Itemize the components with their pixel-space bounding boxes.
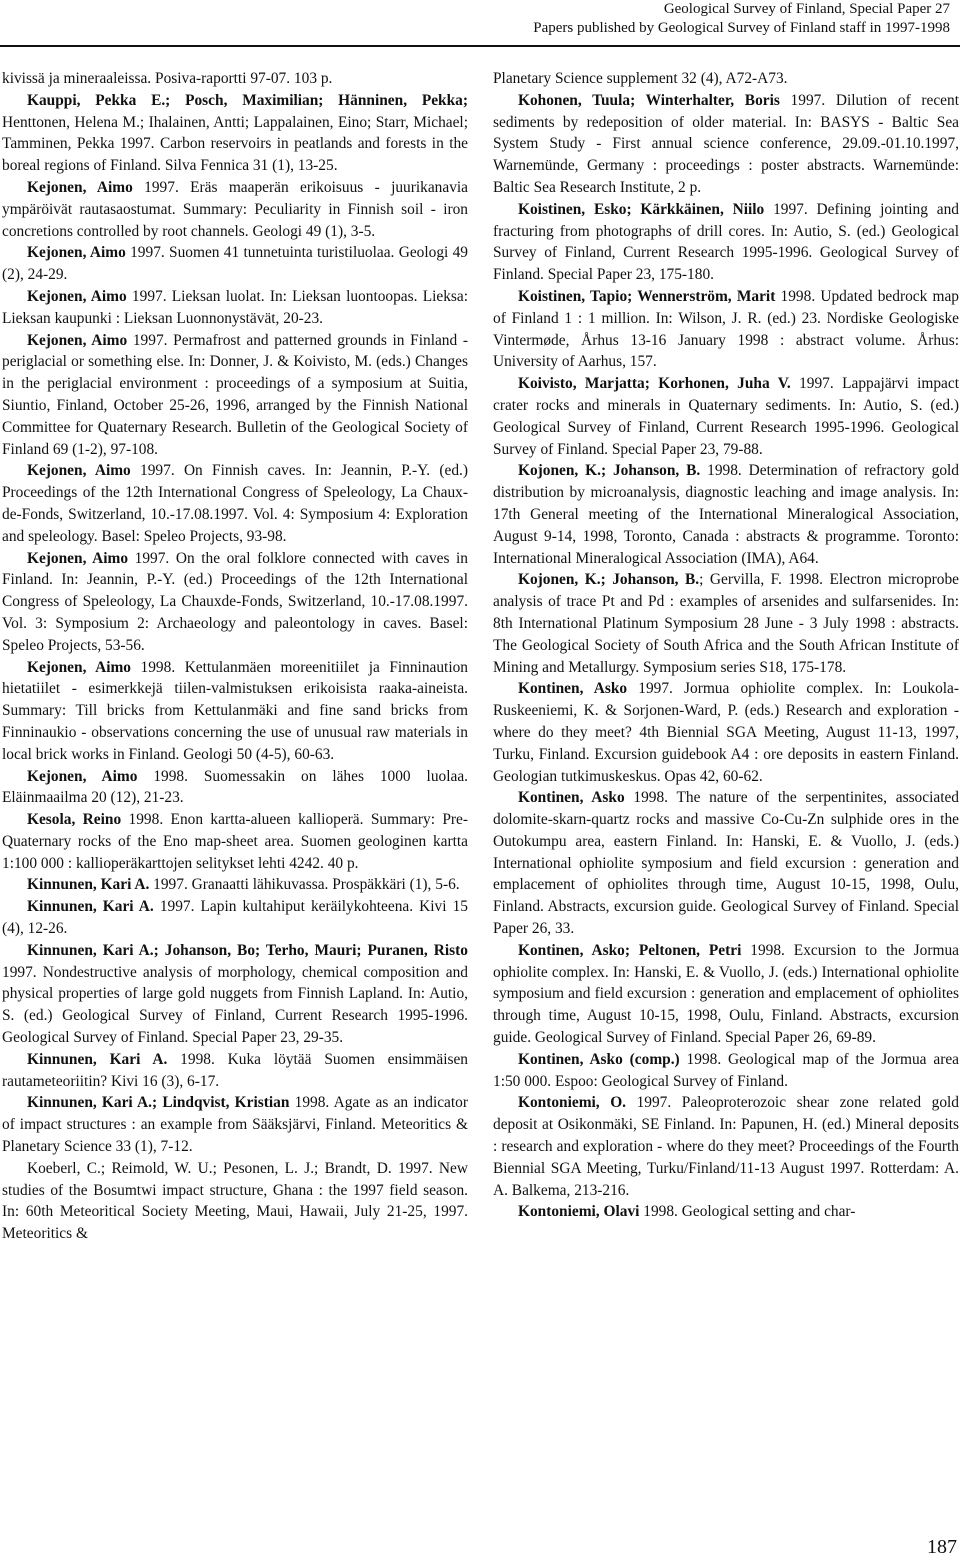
reference-text: kivissä ja mineraaleissa. Posiva-raportti 97-07. 103 p. <box>2 70 333 87</box>
reference-entry <box>2 68 468 90</box>
reference-authors: Kontinen, Asko <box>518 680 628 698</box>
reference-text: 1997. Lappajärvi impact crater rocks and minerals in Quaternary sediments. In: Autio, S. (ed.) Geological Survey of Finland, Current Research 1995-1996. Geological Survey of Finland. Special Paper 23, 79-88. <box>493 375 959 458</box>
reference-authors: Kauppi, Pekka E.; Posch, Maximilian; Hänninen, Pekka; <box>27 91 468 109</box>
reference-text: Koeberl, C.; Reimold, W. U.; Pesonen, L. J.; Brandt, D. 1997. New studies of the Bosumtwi impact structure, Ghana : the 1997 field season. In: 60th Meteoritical Society Meeting, Maui, Hawaii, July 21-25, 1997. Meteoritics & <box>2 1159 468 1243</box>
reference-authors: Koistinen, Esko; Kärkkäinen, Niilo <box>518 200 765 218</box>
reference-entry <box>493 373 959 460</box>
reference-authors: Kejonen, Aimo <box>27 767 138 785</box>
reference-text: 1998. Kettulanmäen moreenitiilet ja Finninaution hietatiilet - esimerkkejä tiilen-valmistuksen erikoisista raaka-aineista. Summary: Till bricks from Kettulanmäki and fine sand bricks from Finninaukio - observations concerning the use of unusual raw materials in local brick works in Finland. Geologi 50 (4-5), 60-63. <box>2 658 469 763</box>
reference-entry <box>2 286 468 330</box>
reference-entry <box>2 242 468 286</box>
reference-text: ; Gervilla, F. 1998. Electron microprobe analysis of trace Pt and Pd : examples of arsenides and sulfarsenides. In: 8th International Platinum Symposium 28 June - 3 July 1998 : abstracts. The Geological Society of South Africa and the South African Institute of Mining and Metallurgy. Symposium series S18, 175-178. <box>493 571 960 676</box>
reference-text: 1997. Paleoproterozoic shear zone related gold deposit at Osikonmäki, SE Finland. In: Papunen, H. (ed.) Mineral deposits : research and exploration - where do they meet? Proceedings of the Fourth Biennial SGA Meeting, Turku/Finland/11-13 August 1997. Rotterdam: A. A. Balkema, 213-216. <box>493 1094 959 1199</box>
reference-text: 1998. Kuka löytää Suomen ensimmäisen rautameteoriitin? Kivi 16 (3), 6-17. <box>2 1050 468 1090</box>
reference-text: 1997. Granaatti lähikuvassa. Prospäkkäri (1), 5-6. <box>149 876 460 894</box>
reference-authors: Koistinen, Tapio; Wennerström, Marit <box>518 287 776 305</box>
reference-authors: Kojonen, K.; Johanson, B. <box>518 571 700 589</box>
reference-entry <box>2 809 468 874</box>
reference-text: 1998. Determination of refractory gold distribution by microanalysis, diagnostic leaching and image analysis. In: 17th General meeting of the International Mineralogical Association, August 9-14, 1998, Toronto, Canada : abstracts & programme. Toronto: International Mineralogical Association (IMA), A64. <box>493 462 959 567</box>
reference-text: 1997. Nondestructive analysis of morphology, chemical composition and physical properties of large gold nuggets from Finnish Lapland. In: Autio, S. (ed.) Geological Survey of Finland, Current Research 1995-1996. Geological Survey of Finland. Special Paper 23, 29-35. <box>2 963 468 1047</box>
reference-entry <box>2 896 468 940</box>
reference-entry <box>493 940 959 1049</box>
reference-entry <box>493 68 959 90</box>
page-header <box>533 0 950 38</box>
reference-text: 1997. Permafrost and patterned grounds in Finland - periglacial or something else. In: Donner, J. & Koivisto, M. (eds.) Changes in the periglacial environment : proceedings of a symposium at Suitia, Siuntio, Finland, October 25-26, 1996, arranged by the Finnish National Committee for Quaternary Research. Bulletin of the Geological Society of Finland 69 (1-2), 97-108. <box>2 331 469 458</box>
reference-authors: Kontoniemi, Olavi <box>518 1203 640 1221</box>
reference-entry <box>2 1158 468 1245</box>
reference-authors: Kojonen, K.; Johanson, B. <box>518 462 701 480</box>
reference-authors: Kejonen, Aimo <box>27 178 133 196</box>
reference-authors: Kinnunen, Kari A. <box>27 1050 168 1068</box>
reference-entry <box>2 657 468 766</box>
reference-entry <box>2 874 468 896</box>
reference-entry <box>493 460 959 569</box>
reference-text: 1997. Lieksan luolat. In: Lieksan luontoopas. Lieksa: Lieksan kaupunki : Lieksan Luonnonystävät, 20-23. <box>2 287 468 327</box>
reference-entry <box>493 199 959 286</box>
reference-text: 1997. Dilution of recent sediments by redeposition of older material. In: BASYS - Baltic Sea System Study - First annual science conference, 29.09.-01.10.1997, Warnemünde, Germany : proceedings : poster abstracts. Warnemünde: Baltic Sea Research Institute, 2 p. <box>493 91 959 196</box>
reference-text: Henttonen, Helena M.; Ihalainen, Antti; Lappalainen, Eino; Starr, Michael; Tamminen, Pekka 1997. Carbon reservoirs in peatlands and forests in the boreal regions of Finland. Silva Fennica 31 (1), 13-25. <box>2 113 468 175</box>
reference-text: 1997. On the oral folklore connected with caves in Finland. In: Jeannin, P.-Y. (ed.) Proceedings of the 12th International Congress of Speleology, La Chauxde-Fonds, Switzerland, 10.-17.08.1997. Vol. 3: Symposium 2: Archaeology and paleontology in caves. Basel: Speleo Projects, 53-56. <box>2 549 468 654</box>
reference-authors: Kejonen, Aimo <box>27 462 131 480</box>
reference-entry <box>2 460 468 547</box>
reference-text: Planetary Science supplement 32 (4), A72-A73. <box>493 70 788 87</box>
reference-text: 1998. Geological map of the Jormua area 1:50 000. Espoo: Geological Survey of Finland. <box>493 1050 959 1090</box>
left-column <box>2 68 468 1245</box>
reference-entry <box>493 1201 959 1223</box>
reference-text: 1997. Eräs maaperän erikoisuus - juurikanavia ympäröivät rautasaostumat. Summary: Peculiarity in Finnish soil - iron concretions controlled by root channels. Geologi 49 (1), 3-5. <box>2 178 468 240</box>
reference-authors: Kontinen, Asko; Peltonen, Petri <box>518 941 742 959</box>
reference-text: 1997. Defining jointing and fracturing from photographs of drill cores. In: Autio, S. (ed.) Geological Survey of Finland, Current Research 1995-1996. Geological Survey of Finland. Special Paper 23, 175-180. <box>493 200 959 284</box>
reference-entry <box>493 569 959 678</box>
reference-entry <box>2 330 468 461</box>
header-series-title: Geological Survey of Finland, Special Paper 27 <box>663 1 950 17</box>
header-subtitle: Papers published by Geological Survey of Finland staff in 1997-1998 <box>533 20 950 36</box>
reference-entry <box>493 678 959 787</box>
reference-authors: Kinnunen, Kari A. <box>27 876 150 894</box>
reference-entry <box>2 548 468 657</box>
reference-authors: Kinnunen, Kari A.; Johanson, Bo; Terho, Mauri; Puranen, Risto <box>27 941 468 959</box>
reference-entry <box>493 90 959 199</box>
reference-entry <box>493 286 959 373</box>
reference-text: 1998. The nature of the serpentinites, associated dolomite-skarn-quartz rocks and massive Co-Cu-Zn sulphide ores in the Outokumpu area, eastern Finland. In: Hanski, E. & Vuollo, J. (eds.) International ophiolite symposium and field excursion : generation and emplacement of ophiolites through time, August 10-15, 1998, Oulu, Finland. Abstracts, excursion guide. Geological Survey of Finland. Special Paper 26, 33. <box>493 789 959 938</box>
reference-authors: Koivisto, Marjatta; Korhonen, Juha V. <box>518 375 791 393</box>
reference-text: 1998. Suomessakin on lähes 1000 luolaa. Eläinmaailma 20 (12), 21-23. <box>2 767 468 807</box>
reference-entry <box>2 90 468 177</box>
reference-authors: Kontinen, Asko (comp.) <box>518 1050 680 1068</box>
reference-authors: Kejonen, Aimo <box>27 331 128 349</box>
reference-authors: Kesola, Reino <box>27 811 122 829</box>
page-number: 187 <box>927 1536 957 1558</box>
reference-entry <box>2 177 468 242</box>
reference-entry <box>493 1049 959 1093</box>
right-column <box>493 68 959 1223</box>
reference-entry <box>2 1049 468 1093</box>
reference-authors: Kinnunen, Kari A.; Lindqvist, Kristian <box>27 1094 290 1112</box>
reference-text: 1997. Jormua ophiolite complex. In: Loukola-Ruskeeniemi, K. & Sorjonen-Ward, P. (eds.) Research and exploration - where do they meet? 4th Biennial SGA Meeting, August 11-13, 1997, Turku, Finland. Excursion guidebook A4 : ore deposits in eastern Finland. Geologian tutkimuskeskus. Opas 42, 60-62. <box>493 680 959 785</box>
reference-text: 1998. Updated bedrock map of Finland 1 : 1 million. In: Wilson, J. R. (ed.) 23. Nordiske Geologiske Vintermøde, Århus 13-16 January 1998 : abstract volume. Århus: University of Aarhus, 157. <box>493 287 959 371</box>
reference-text: 1997. Suomen 41 tunnetuinta turistiluolaa. Geologi 49 (2), 24-29. <box>2 244 468 284</box>
reference-authors: Kejonen, Aimo <box>27 287 127 305</box>
reference-authors: Kontoniemi, O. <box>518 1094 627 1112</box>
header-divider <box>0 45 960 47</box>
reference-authors: Kejonen, Aimo <box>27 658 132 676</box>
reference-entry <box>493 787 959 940</box>
reference-entry <box>2 940 468 1049</box>
reference-authors: Kejonen, Aimo <box>27 244 126 262</box>
reference-text: 1998. Geological setting and char- <box>639 1203 856 1221</box>
reference-authors: Kontinen, Asko <box>518 789 625 807</box>
reference-text: 1997. Lapin kultahiput keräilykohteena. Kivi 15 (4), 12-26. <box>2 898 468 938</box>
reference-authors: Kinnunen, Kari A. <box>27 898 154 916</box>
reference-text: 1998. Agate as an indicator of impact structures : an example from Sääksjärvi, Finland. Meteoritics & Planetary Science 33 (1), 7-12. <box>2 1094 468 1156</box>
reference-entry <box>2 766 468 810</box>
reference-entry <box>2 1092 468 1157</box>
reference-entry <box>493 1092 959 1201</box>
reference-authors: Kohonen, Tuula; Winterhalter, Boris <box>518 91 780 109</box>
reference-text: 1997. On Finnish caves. In: Jeannin, P.-Y. (ed.) Proceedings of the 12th International Congress of Speleology, La Chaux-de-Fonds, Switzerland, 10.-17.08.1997. Vol. 4: Symposium 4: Exploration and speleology. Basel: Speleo Projects, 93-98. <box>2 462 468 545</box>
reference-authors: Kejonen, Aimo <box>27 549 129 567</box>
reference-text: 1998. Excursion to the Jormua ophiolite complex. In: Hanski, E. & Vuollo, J. (eds.) International ophiolite symposium and field excursion : generation and emplacement of ophiolites through time, August 10-15, 1998, Oulu, Finland. Abstracts, excursion guide. Geological Survey of Finland. Special Paper 26, 69-89. <box>493 941 959 1047</box>
reference-text: 1998. Enon kartta-alueen kallioperä. Summary: Pre-Quaternary rocks of the Eno map-sheet area. Suomen geologinen kartta 1:100 000 : kallioperäkarttojen selitykset lehti 4242. 40 p. <box>2 811 469 872</box>
